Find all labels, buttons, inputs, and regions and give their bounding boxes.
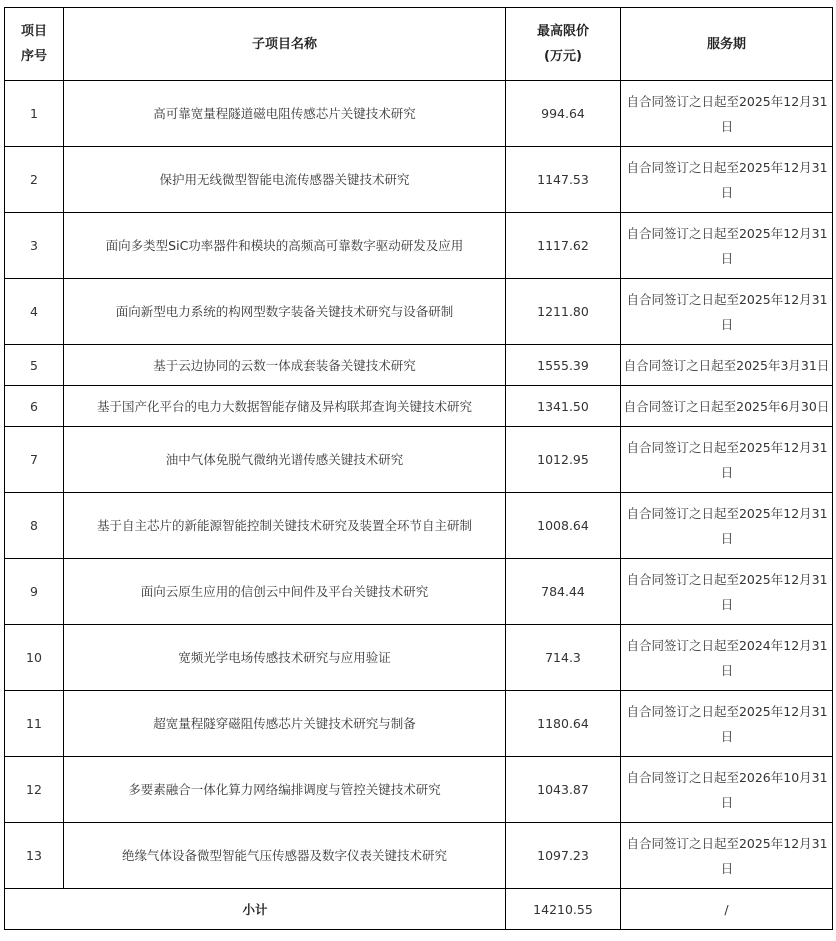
cell-service-period — [621, 213, 833, 279]
table-row — [5, 147, 833, 213]
cell-service-period — [621, 493, 833, 559]
service-period-text: 自合同签订之日起至2025年12月31日 — [626, 225, 828, 266]
table-row — [5, 625, 833, 691]
cell-project-number: 7 — [5, 427, 64, 493]
cell-service-period: 自合同签订之日起至2025年3月31日 — [621, 345, 833, 386]
cell-sub-project-name: 基于自主芯片的新能源智能控制关键技术研究及装置全环节自主研制 — [64, 493, 506, 559]
cell-sub-project-name: 面向新型电力系统的构网型数字装备关键技术研究与设备研制 — [64, 279, 506, 345]
cell-max-price: 714.3 — [506, 625, 621, 691]
header-project-number-line2: 序号 — [20, 49, 47, 64]
header-sub-project-name: 子项目名称 — [64, 8, 506, 81]
cell-service-period — [621, 81, 833, 147]
sub-project-table — [4, 7, 833, 930]
cell-sub-project-name: 宽频光学电场传感技术研究与应用验证 — [64, 625, 506, 691]
cell-project-number: 13 — [5, 823, 64, 889]
header-project-number-line1: 项目 — [20, 24, 47, 39]
header-project-number — [5, 8, 64, 81]
cell-max-price: 1147.53 — [506, 147, 621, 213]
header-max-price — [506, 8, 621, 81]
cell-sub-project-name: 面向云原生应用的信创云中间件及平台关键技术研究 — [64, 559, 506, 625]
table-row — [5, 427, 833, 493]
service-period-text: 自合同签订之日起至2025年12月31日 — [626, 703, 828, 744]
cell-project-number: 1 — [5, 81, 64, 147]
cell-max-price: 784.44 — [506, 559, 621, 625]
table-row — [5, 81, 833, 147]
cell-service-period — [621, 427, 833, 493]
table-row — [5, 345, 833, 386]
cell-project-number: 6 — [5, 386, 64, 427]
cell-sub-project-name: 基于云边协同的云数一体成套装备关键技术研究 — [64, 345, 506, 386]
cell-sub-project-name: 高可靠宽量程隧道磁电阻传感芯片关键技术研究 — [64, 81, 506, 147]
cell-project-number: 11 — [5, 691, 64, 757]
cell-max-price: 1008.64 — [506, 493, 621, 559]
cell-service-period — [621, 147, 833, 213]
subtotal-price: 14210.55 — [506, 889, 621, 930]
cell-project-number: 4 — [5, 279, 64, 345]
cell-project-number: 12 — [5, 757, 64, 823]
cell-service-period — [621, 279, 833, 345]
cell-max-price: 1555.39 — [506, 345, 621, 386]
table-header-row — [5, 8, 833, 81]
cell-sub-project-name: 多要素融合一体化算力网络编排调度与管控关键技术研究 — [64, 757, 506, 823]
cell-service-period — [621, 625, 833, 691]
header-max-price-line2: (万元) — [544, 49, 582, 64]
cell-sub-project-name: 绝缘气体设备微型智能气压传感器及数字仪表关键技术研究 — [64, 823, 506, 889]
cell-sub-project-name: 面向多类型SiC功率器件和模块的高频高可靠数字驱动研发及应用 — [64, 213, 506, 279]
table-row — [5, 213, 833, 279]
subtotal-row — [5, 889, 833, 930]
cell-max-price: 1117.62 — [506, 213, 621, 279]
cell-max-price: 1043.87 — [506, 757, 621, 823]
cell-sub-project-name: 超宽量程隧穿磁阻传感芯片关键技术研究与制备 — [64, 691, 506, 757]
service-period-text: 自合同签订之日起至2025年12月31日 — [626, 93, 828, 134]
subtotal-period: / — [621, 889, 833, 930]
cell-sub-project-name: 保护用无线微型智能电流传感器关键技术研究 — [64, 147, 506, 213]
service-period-text: 自合同签订之日起至2025年12月31日 — [626, 571, 828, 612]
service-period-text: 自合同签订之日起至2026年10月31日 — [626, 769, 828, 810]
cell-project-number: 5 — [5, 345, 64, 386]
cell-service-period — [621, 559, 833, 625]
service-period-text: 自合同签订之日起至2025年12月31日 — [626, 505, 828, 546]
cell-sub-project-name: 基于国产化平台的电力大数据智能存储及异构联邦查询关键技术研究 — [64, 386, 506, 427]
table-row — [5, 691, 833, 757]
service-period-text: 自合同签订之日起至2024年12月31日 — [626, 637, 828, 678]
service-period-text: 自合同签订之日起至2025年12月31日 — [626, 291, 828, 332]
cell-max-price: 1211.80 — [506, 279, 621, 345]
cell-max-price: 1341.50 — [506, 386, 621, 427]
cell-service-period — [621, 757, 833, 823]
subtotal-label: 小计 — [5, 889, 506, 930]
cell-service-period — [621, 823, 833, 889]
cell-service-period — [621, 691, 833, 757]
cell-max-price: 994.64 — [506, 81, 621, 147]
table-row — [5, 757, 833, 823]
header-service-period: 服务期 — [621, 8, 833, 81]
table-row — [5, 559, 833, 625]
cell-project-number: 9 — [5, 559, 64, 625]
cell-project-number: 3 — [5, 213, 64, 279]
cell-project-number: 8 — [5, 493, 64, 559]
table-row — [5, 823, 833, 889]
table-row — [5, 386, 833, 427]
service-period-text: 自合同签订之日起至2025年12月31日 — [626, 835, 828, 876]
service-period-text: 自合同签订之日起至2025年12月31日 — [626, 439, 828, 480]
header-max-price-line1: 最高限价 — [536, 24, 589, 39]
cell-max-price: 1097.23 — [506, 823, 621, 889]
cell-sub-project-name: 油中气体免脱气微纳光谱传感关键技术研究 — [64, 427, 506, 493]
cell-project-number: 10 — [5, 625, 64, 691]
table-row — [5, 279, 833, 345]
cell-max-price: 1012.95 — [506, 427, 621, 493]
cell-max-price: 1180.64 — [506, 691, 621, 757]
service-period-text: 自合同签订之日起至2025年12月31日 — [626, 159, 828, 200]
cell-project-number: 2 — [5, 147, 64, 213]
cell-service-period: 自合同签订之日起至2025年6月30日 — [621, 386, 833, 427]
table-row — [5, 493, 833, 559]
